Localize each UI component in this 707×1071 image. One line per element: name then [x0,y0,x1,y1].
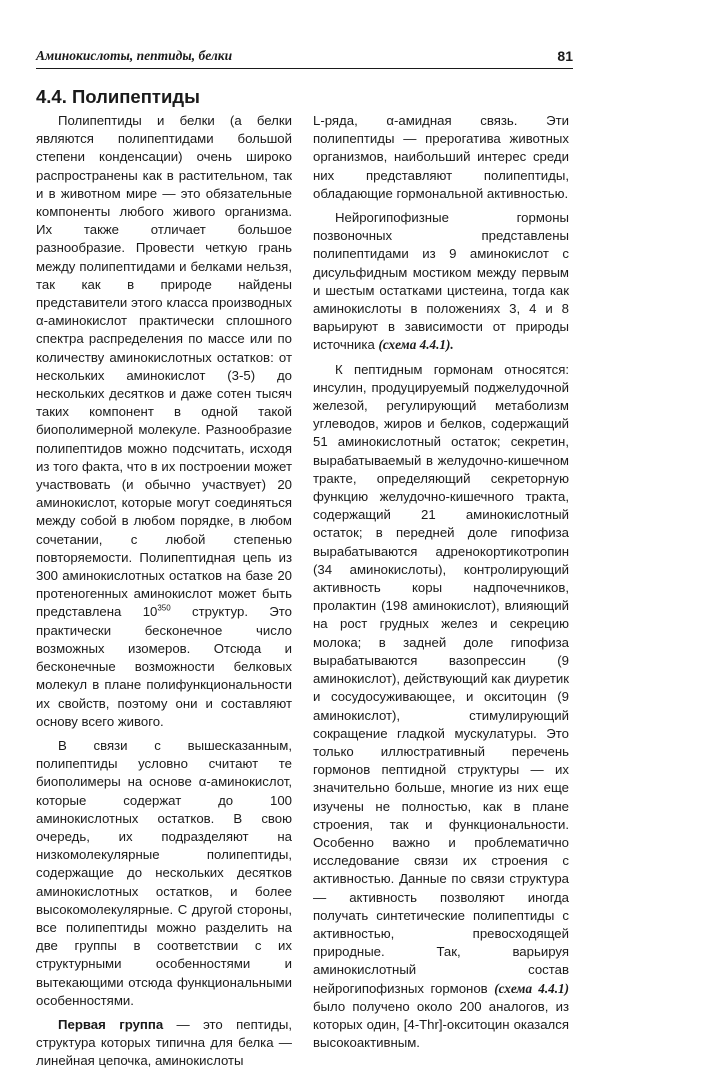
paragraph-text: В связи с вышесказанным, полипептиды условно считают те биополимеры на основе α-аминокислот, которые содержат до 100 аминокислотных остатков. В свою очередь, их подразделяют на низкомолекулярные полипептиды, содержащие до нескольких десятков аминокислотных остатков, и более высокомолекулярные. С другой стороны, все полипептиды можно разделить на две группы в соответствии с их структурными особенностями и вытекающими отсюда функциональными особенностями. [36,737,292,1008]
paragraph [36,1016,292,1071]
paragraph-text: Полипептиды и белки (а белки являются полипептидами большой степени конденсации) очень широко распространены как в растительном, так и в животном мире — это обязательные компоненты любого живого организма. Их также отличает большое разнообразие. Провести четкую грань между полипептидами и белками нельзя, так как в природе найдены представители этого класса производных α-аминокислот практически сплошного спектра распределения по массе или по количеству аминокислотных остатков: от нескольких аминокислот (3-5) до нескольких десятков и даже сотен тысяч таких компонент в одной такой биополимерной молекуле. Разнообразие полипептидов можно подсчитать, исходя из того факта, что в их построении может участвовать (и обычно участвует) 20 аминокислот, которые могут соединяться между собой в любом порядке, в любом сочетании, с любой степенью повторяемости. Полипептидная цепь из 300 аминокислотных остатков на базе 20 протеногенных аминокислот может быть представлена 10 [36,113,292,620]
paragraph [313,112,569,203]
scheme-reference: (схема 4.4.1) [494,980,569,996]
paragraph-text: структур. Это практически бесконечное число возможных изомеров. Отсюда и бесконечные возможности белковых молекул в плане полифункциональности их свойств, поэтому они и составляют основу всего живого. [36,604,292,729]
page-number: 81 [557,48,573,64]
right-column [313,112,569,1052]
paragraph-text: было получено около 200 аналогов, из которых один, [4-Thr]-окситоцин оказался высокоактивным. [313,998,569,1051]
term-first-group: Первая группа [58,1016,164,1032]
paragraph-text: Нейрогипофизные гормоны позвоночных представлены полипептидами из 9 аминокислот с дисульфидным мостиком между первым и шестым остатками цистеина, тогда как аминокислоты в положениях 3, 4 и 8 варьируют в зависимости от природы источника [313,210,569,353]
paragraph [36,737,292,1010]
superscript: 350 [157,604,171,614]
paragraph [36,112,292,731]
running-title: Аминокислоты, пептиды, белки [36,48,233,63]
paragraph-text: К пептидным гормонам относятся: инсулин, продуцируемый поджелудочной железой, регулирующий метаболизм углеводов, жиров и белков, содержащий 51 аминокислотный остаток; секретин, вырабатываемый в желудочно-кишечном тракте, определяющий секреторную функцию желудочно-кишечного тракта, содержащий 21 аминокислотный остаток; в передней доле гипофиза вырабатываются адренокортикотропин (34 аминокислоты), контролирующий активность коры надпочечников, пролактин (198 аминокислот), влияющий на рост грудных желез и секрецию молока; в задней доле гипофиза вырабатываются вазопрессин (9 аминокислот), действующий как диуретик и сосудосуживающее, и окситоцин (9 аминокислот), стимулирующий сокращение гладкой мускулатуры. Это только иллюстративный перечень гормонов пептидной структуры — их значительно больше, многие из них еще изучены не полностью, как в плане строения, так и функциональности. Особенно важно и проблематично исследование связи их строения с активностью. Данные по связи структура — активность позволяют иногда получать синтетические полипептиды с активностью, превосходящей природные. Так, варьируя аминокислотный состав нейрогипофизных гормонов [313,361,569,996]
paragraph [313,361,569,1053]
paragraph [313,209,569,355]
left-column [36,112,292,1071]
paragraph-text: — это пептиды, структура которых типична для белка — линейная цепочка, аминокислоты [36,1016,292,1069]
paragraph-text: L-ряда, α-амидная связь. Эти полипептиды — прерогатива животных организмов, наибольший интерес среди них представляют полипептиды, обладающие гормональной активностью. [313,113,569,201]
page-header [36,46,573,70]
header-rule [36,68,573,69]
scheme-reference: (схема 4.4.1). [378,337,454,353]
section-title: 4.4. Полипептиды [36,86,200,107]
